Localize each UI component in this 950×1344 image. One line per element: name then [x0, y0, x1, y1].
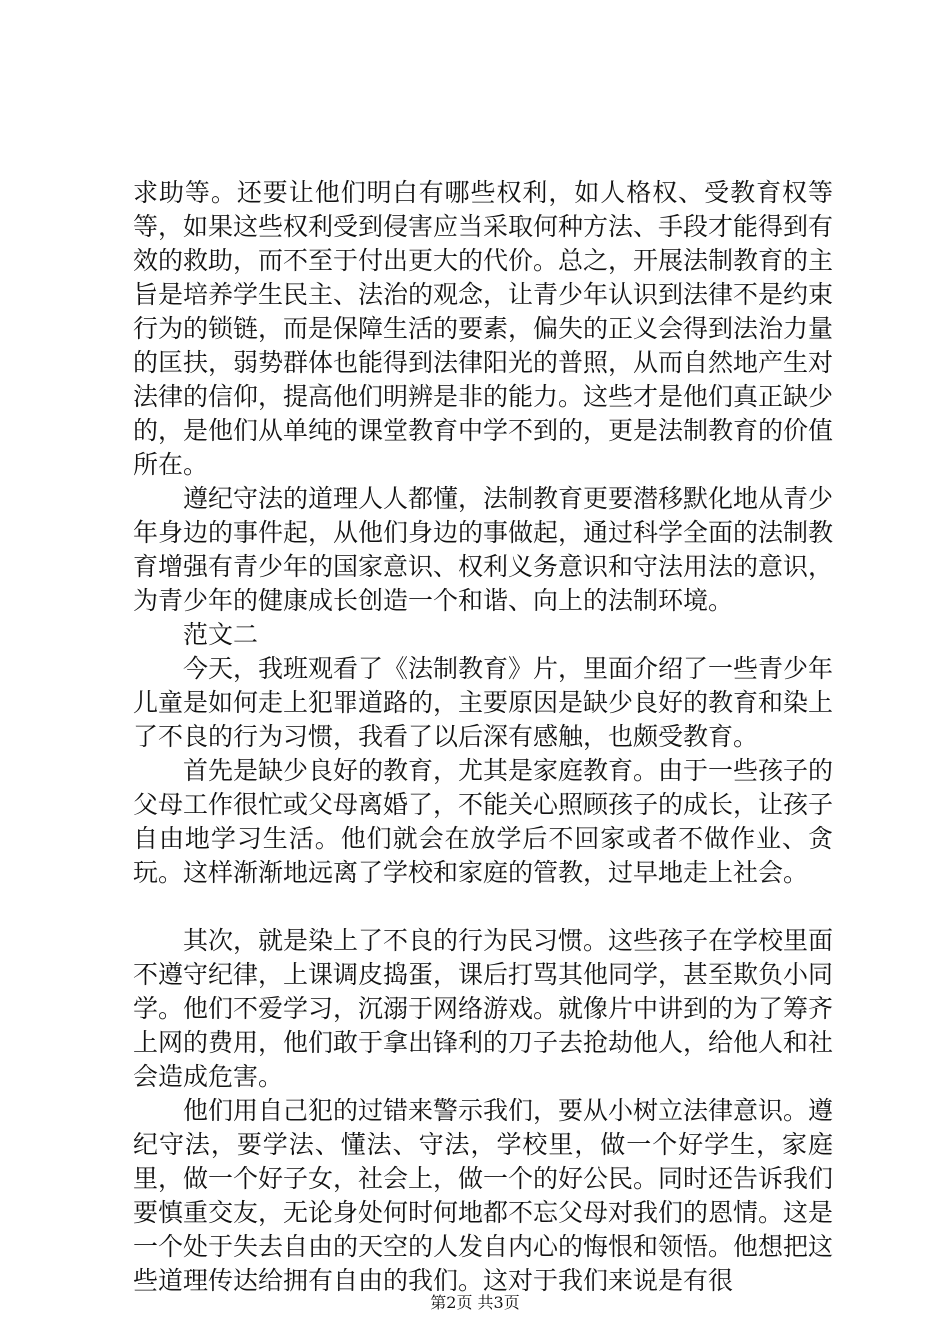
page-footer: 第2页 共3页 — [430, 1293, 520, 1312]
section-heading: 范文二 — [183, 620, 259, 649]
paragraph: 他们用自己犯的过错来警示我们，要从小树立法律意识。遵纪守法，要学法、懂法、守法，学校里，做一个好学生，家庭里，做一个好子女，社会上，做一个的好公民。同时还告诉我们要慎重交友，无论身处何时何地都不忘父母对我们的恩情。这是一个处于失去自由的天空的人发自内心的悔恨和领悟。他想把这些道理传达给拥有自由的我们。这对于我们来说是有很 — [133, 1096, 834, 1295]
paragraph: 今天，我班观看了《法制教育》片，里面介绍了一些青少年儿童是如何走上犯罪道路的，主要原因是缺少良好的教育和染上了不良的行为习惯，我看了以后深有感触，也颇受教育。 — [133, 654, 834, 751]
paragraph-continuation: 求助等。还要让他们明白有哪些权利，如人格权、受教育权等等，如果这些权利受到侵害应当采取何种方法、手段才能得到有效的救助，而不至于付出更大的代价。总之，开展法制教育的主旨是培养学生民主、法治的观念，让青少年认识到法律不是约束行为的锁链，而是保障生活的要素，偏失的正义会得到法治力量的匡扶，弱势群体也能得到法律阳光的普照，从而自然地产生对法律的信仰，提高他们明辨是非的能力。这些才是他们真正缺少的，是他们从单纯的课堂教育中学不到的，更是法制教育的价值所在。 — [133, 178, 834, 479]
paragraph: 遵纪守法的道理人人都懂，法制教育更要潜移默化地从青少年身边的事件起，从他们身边的事做起，通过科学全面的法制教育增强有青少年的国家意识、权利义务意识和守法用法的意识，为青少年的健康成长创造一个和谐、向上的法制环境。 — [133, 484, 834, 615]
paragraph: 其次，就是染上了不良的行为民习惯。这些孩子在学校里面不遵守纪律，上课调皮捣蛋，课后打骂其他同学，甚至欺负小同学。他们不爱学习，沉溺于网络游戏。就像片中讲到的为了筹齐上网的费用，他们敢于拿出锋利的刀子去抢劫他人，给他人和社会造成危害。 — [133, 926, 834, 1091]
document-body — [133, 176, 833, 1298]
paragraph: 首先是缺少良好的教育，尤其是家庭教育。由于一些孩子的父母工作很忙或父母离婚了，不能关心照顾孩子的成长，让孩子自由地学习生活。他们就会在放学后不回家或者不做作业、贪玩。这样渐渐地远离了学校和家庭的管教，过早地走上社会。 — [133, 756, 834, 887]
